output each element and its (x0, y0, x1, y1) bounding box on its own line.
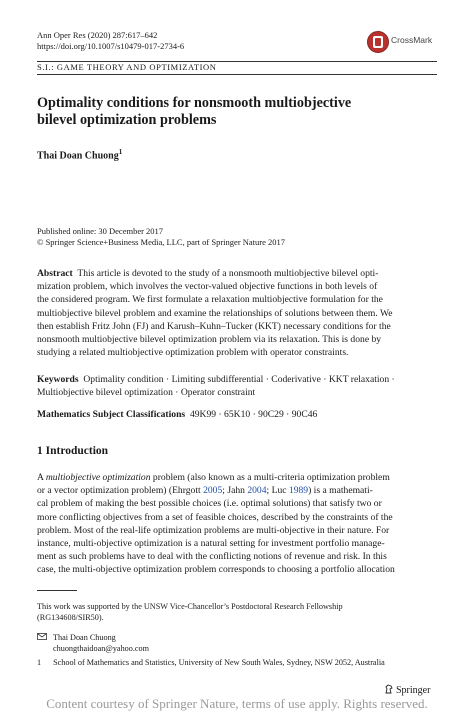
title-line: bilevel optimization problems (37, 112, 217, 128)
msc-label: Mathematics Subject Classifications (37, 409, 186, 420)
courtesy-footer: Content courtesy of Springer Nature, terms of use apply. Rights reserved. (46, 696, 428, 711)
crossmark-badge[interactable] (367, 31, 447, 53)
springer-logo: Springer (384, 684, 430, 696)
copyright-notice: © Springer Science+Business Media, LLC, part of Springer Nature 2017 (37, 237, 286, 247)
abstract-label: Abstract (37, 268, 73, 279)
author-name (37, 148, 122, 161)
envelope-icon (37, 633, 47, 640)
doi-link[interactable]: https://doi.org/10.1007/s10479-017-2734-6 (37, 41, 185, 51)
crossmark-icon (367, 31, 389, 53)
msc-classifications: Mathematics Subject Classifications 49K99 · 65K10 · 90C29 · 90C46 (37, 409, 318, 420)
intro-paragraph: A multiobjective optimization problem (also known as a multi-criteria optimization problem or a vector optimization problem) (Ehrgott 2005; Jahn 2004; Luc 1989) is a mathemati- cal problem of making the best possible choices (i.e. optimal solutions) that satisfy two or more conflicting objectives from a set of feasible choices, described by the constraints of the problem. Most of the real-life optimization problems are multi-objective in their nature. For instance, multi-objective optimization is a natural setting for investment portfolio manage- ment as such problems have to deal with the conflicting notions of revenue and risk. In this case, the multi-objective optimization problem corresponds to choosing a portfolio allocation (37, 472, 395, 576)
header-rule-bottom (37, 74, 437, 75)
section-heading: 1 Introduction (37, 445, 109, 457)
title-line: Optimality conditions for nonsmooth multiobjective (37, 95, 352, 111)
corresponding-author: Thai Doan Chuong chuongthaidoan@yahoo.com (37, 632, 149, 654)
citation-link[interactable]: 1989 (288, 485, 309, 497)
email-link[interactable]: chuongthaidoan@yahoo.com (53, 644, 149, 653)
citation-link[interactable]: 2004 (247, 485, 267, 497)
citation-link[interactable]: 2005 (203, 485, 223, 497)
keywords: Keywords Optimality condition · Limiting subdifferential · Coderivative · KKT relaxation · Multiobjective bilevel optimization · Operator constraint (37, 374, 395, 399)
author-superscript: 1 (118, 148, 123, 156)
abstract: Abstract This article is devoted to the study of a nonsmooth multiobjective bilevel opti- mization problem, which involves the vector-valued objective functions in both levels of the considered program. We first formulate a relaxation multiobjective formulation for the multiobjective bilevel problem and examine the relationships of solutions between them. We then establish Fritz John (FJ) and Karush–Kuhn–Tucker (KKT) necessary conditions for the nonsmooth multiobjective bilevel optimization problem via its relaxation. This is done by studying a related multiobjective optimization problem with operator constraints. (37, 268, 393, 359)
affiliation: 1 School of Mathematics and Statistics, University of New South Wales, Sydney, NSW 2052, Australia (37, 658, 385, 667)
footnote-rule (37, 590, 77, 591)
paper-title (37, 95, 351, 129)
published-date: Published online: 30 December 2017 (37, 226, 164, 236)
section-label: S.I.: GAME THEORY AND OPTIMIZATION (37, 62, 217, 72)
author-text: Thai Doan Chuong (37, 150, 119, 162)
horse-icon (384, 684, 394, 694)
keywords-label: Keywords (37, 374, 79, 385)
journal-citation: Ann Oper Res (2020) 287:617–642 (37, 30, 158, 40)
funding-note: This work was supported by the UNSW Vice-Chancellor’s Postdoctoral Research Fellowship (RG134608/SIR50). (37, 602, 343, 622)
crossmark-label: CrossMark (391, 35, 433, 45)
